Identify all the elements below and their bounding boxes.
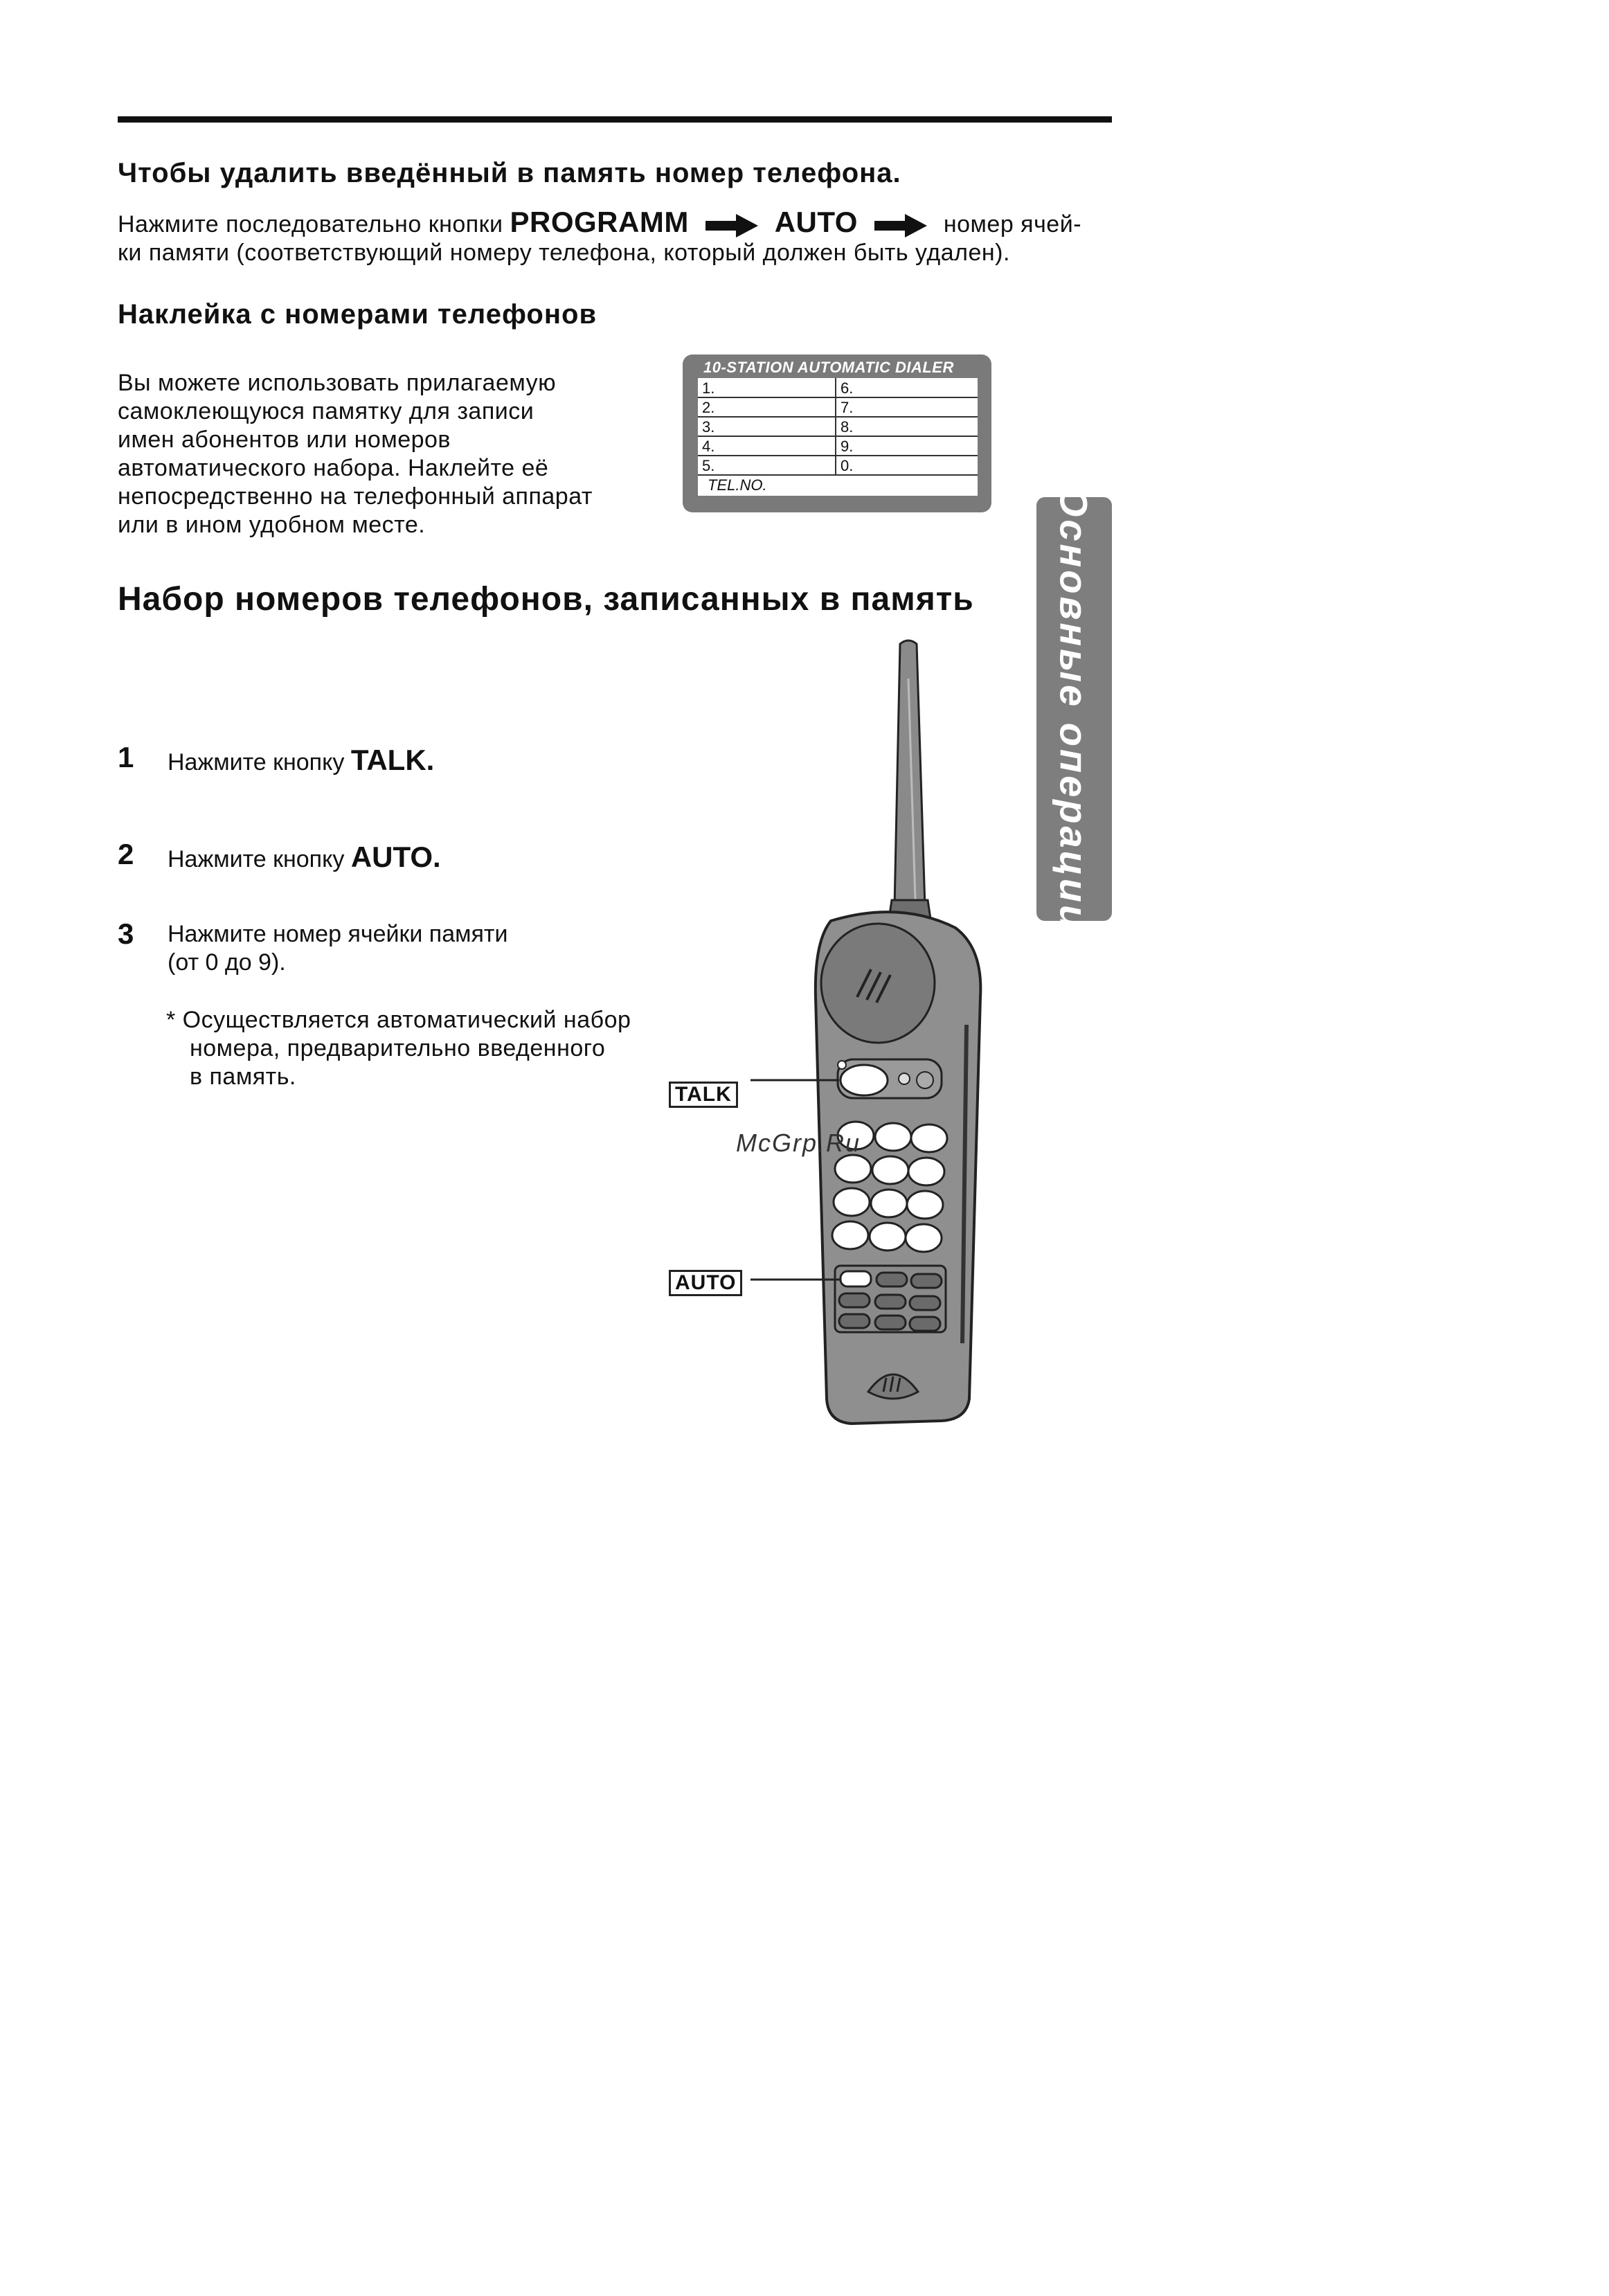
sticker-title: 10-STATION AUTOMATIC DIALER (703, 359, 954, 376)
delete-body-line-2: ки памяти (соответствующий номеру телефона, который должен быть удален). (118, 240, 1010, 266)
sticker-cell: 6. (841, 379, 854, 397)
programm-key: PROGRAMM (510, 206, 689, 238)
delete-body-line-1 (118, 208, 1122, 239)
step-number: 3 (118, 917, 134, 950)
step-1 (118, 741, 435, 776)
arrow-right-icon (705, 214, 758, 237)
delete-section-body (118, 208, 1122, 267)
auto-button (841, 1271, 871, 1286)
sticker-section-title: Наклейка с номерами телефонов (118, 299, 597, 330)
step-text (168, 744, 434, 777)
step-number: 2 (118, 838, 134, 870)
antenna (895, 640, 925, 907)
auto-dial-note (166, 1006, 678, 1091)
talk-button-label: TALK (669, 1082, 738, 1108)
cordless-handset-illustration (692, 637, 1025, 1433)
grid-line (698, 416, 978, 418)
delete-section-title: Чтобы удалить введённый в память номер телефона. (118, 158, 901, 188)
step-2 (118, 838, 441, 873)
step-instruction: Нажмите номер ячейки памяти (168, 921, 508, 947)
step-text (168, 920, 507, 977)
earpiece (821, 924, 935, 1043)
grid-line (698, 474, 978, 476)
grid-line (698, 455, 978, 456)
led (838, 1061, 846, 1069)
step-instruction: Нажмите кнопку (168, 749, 345, 775)
step-number: 1 (118, 741, 134, 773)
dial-section-title: Набор номеров телефонов, записанных в память (118, 581, 974, 618)
sticker-grid (698, 378, 978, 496)
sticker-cell: 7. (841, 399, 854, 416)
auto-button-label: AUTO (669, 1270, 742, 1296)
top-rule (118, 116, 1112, 123)
side-tab-label: Основные операции (1052, 486, 1096, 932)
sticker-body-line: имен абонентов или номеров (118, 427, 451, 453)
talk-button (841, 1065, 888, 1095)
sticker-body-line: автоматического набора. Наклейте её (118, 455, 549, 481)
sticker-body-line: или в ином удобном месте. (118, 512, 426, 538)
sticker-cell: 5. (702, 457, 715, 474)
auto-key: AUTO (774, 206, 858, 238)
step-text (168, 841, 441, 874)
note-line: в память. (190, 1064, 296, 1090)
grid-line (698, 436, 978, 437)
arrow-right-icon (874, 214, 927, 237)
sticker-cell: 2. (702, 399, 715, 416)
delete-body-post: номер ячей- (943, 211, 1082, 237)
watermark: McGrp.Ru (736, 1129, 861, 1157)
grid-line (698, 397, 978, 398)
step-instruction: Нажмите кнопку (168, 846, 345, 872)
sticker-cell: 9. (841, 438, 854, 455)
sticker-telno: TEL.NO. (708, 476, 767, 494)
sticker-section-body (118, 369, 651, 539)
sticker-body-line: самоклеющуюся памятку для записи (118, 398, 534, 424)
small-button (917, 1072, 933, 1088)
sticker-cell: 4. (702, 438, 715, 455)
talk-key: TALK. (350, 744, 435, 776)
sticker-cell: 0. (841, 457, 854, 474)
step-instruction-2: (от 0 до 9). (168, 949, 286, 976)
step-3 (118, 917, 602, 976)
sticker-cell: 8. (841, 418, 854, 436)
note-line: * Осуществляется автоматический набор (166, 1007, 631, 1033)
auto-key: AUTO. (350, 841, 441, 873)
indicator-light (899, 1073, 910, 1084)
sticker-body-line: непосредственно на телефонный аппарат (118, 483, 593, 510)
grid-divider (835, 378, 836, 475)
delete-body-pre: Нажмите последовательно кнопки (118, 211, 503, 237)
side-chapter-tab (1036, 486, 1112, 932)
sticker-cell: 1. (702, 379, 715, 397)
note-line: номера, предварительно введенного (190, 1035, 606, 1061)
sticker-body-line: Вы можете использовать прилагаемую (118, 370, 557, 396)
sticker-cell: 3. (702, 418, 715, 436)
